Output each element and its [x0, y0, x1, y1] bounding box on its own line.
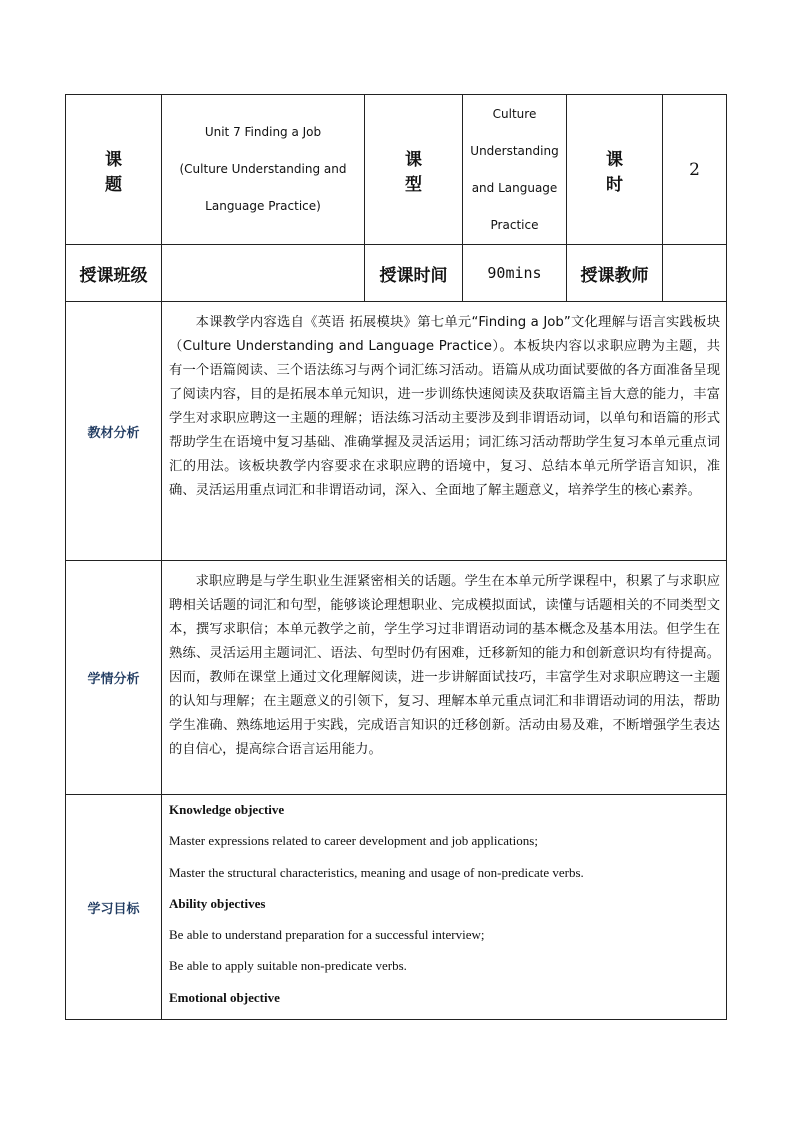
- topic-label: 课 题: [66, 95, 162, 245]
- header-row-1: [66, 95, 727, 245]
- class-value: [162, 245, 365, 302]
- objectives-row: [66, 795, 727, 1020]
- ability-objective-2: Be able to apply suitable non-predicate verbs.: [169, 958, 407, 974]
- objectives-content: [162, 795, 727, 1020]
- knowledge-objective-2: Master the structural characteristics, meaning and usage of non-predicate verbs.: [169, 864, 584, 880]
- teacher-label: 授课教师: [567, 245, 663, 302]
- type-line-4: Practice: [490, 217, 539, 232]
- type-line-3: and Language: [471, 180, 558, 195]
- knowledge-objective-title: Knowledge objective: [169, 802, 285, 817]
- student-analysis-text: 求职应聘是与学生职业生涯紧密相关的话题。学生在本单元所学课程中，积累了与求职应聘相关话题的词汇和句型，能够谈论理想职业、完成模拟面试，读懂与话题相关的不同类型文本，撰写求职信；本单元教学之前，学生学习过非谓语动词的基本概念及基本用法。但学生在熟练、灵活运用主题词汇、语法、句型时仍有困难，迁移新知的能力和创新意识均有待提高。因而，教师在课堂上通过文化理解阅读，进一步讲解面试技巧，丰富学生对求职应聘这一主题的认知与理解；在主题意义的引领下，复习、理解本单元重点词汇和非谓语动词的用法，帮助学生准确、熟练地运用于实践，完成语言知识的迁移创新。活动由易及难，不断增强学生表达的自信心，提高综合语言运用能力。: [162, 561, 727, 795]
- hours-value: 2: [663, 95, 727, 245]
- textbook-analysis-text: 本课教学内容选自《英语 拓展模块》第七单元“Finding a Job”文化理解与语言实践板块（Culture Understanding and Language Practice）。本板块内容以求职应聘为主题，共有一个语篇阅读、三个语法练习与两个词汇练习活动。语篇从成功面试要做的各方面准备呈现了阅读内容，目的是拓展本单元知识，进一步训练快速阅读及获取语篇主旨大意的能力，丰富学生对求职应聘这一主题的理解；语法练习活动主要涉及到非谓语动词，以单句和语篇的形式帮助学生在语境中复习基础、准确掌握及灵活运用；词汇练习活动帮助学生复习本单元重点词汇的用法。该板块教学内容要求在求职应聘的语境中，复习、总结本单元所学语言知识，准确、灵活运用重点词汇和非谓语动词，深入、全面地了解主题意义，培养学生的核心素养。: [162, 302, 727, 561]
- class-label: 授课班级: [66, 245, 162, 302]
- type-line-2: Understanding: [470, 143, 559, 158]
- teacher-value: [663, 245, 727, 302]
- ability-objective-title: Ability objectives: [169, 895, 266, 911]
- time-label: 授课时间: [365, 245, 463, 302]
- emotional-objective-title: Emotional objective: [169, 989, 280, 1005]
- header-row-2: [66, 245, 727, 302]
- topic-line-1: Unit 7 Finding a Job: [204, 125, 322, 139]
- topic-value: [162, 95, 365, 245]
- objectives-label: 学习目标: [66, 795, 162, 1020]
- topic-line-3: Language Practice): [205, 199, 321, 213]
- lesson-plan-table: [65, 94, 727, 1020]
- textbook-analysis-label: 教材分析: [66, 302, 162, 561]
- type-label: 课 型: [365, 95, 463, 245]
- knowledge-objective-1: Master expressions related to career development and job applications;: [169, 833, 538, 849]
- type-value: [463, 95, 567, 245]
- topic-line-2: (Culture Understanding and: [179, 162, 347, 176]
- textbook-analysis-row: [66, 302, 727, 561]
- hours-label: 课 时: [567, 95, 663, 245]
- student-analysis-row: [66, 561, 727, 795]
- time-value: 90mins: [463, 245, 567, 302]
- student-analysis-label: 学情分析: [66, 561, 162, 795]
- ability-objective-1: Be able to understand preparation for a successful interview;: [169, 927, 485, 943]
- type-line-1: Culture: [492, 106, 537, 121]
